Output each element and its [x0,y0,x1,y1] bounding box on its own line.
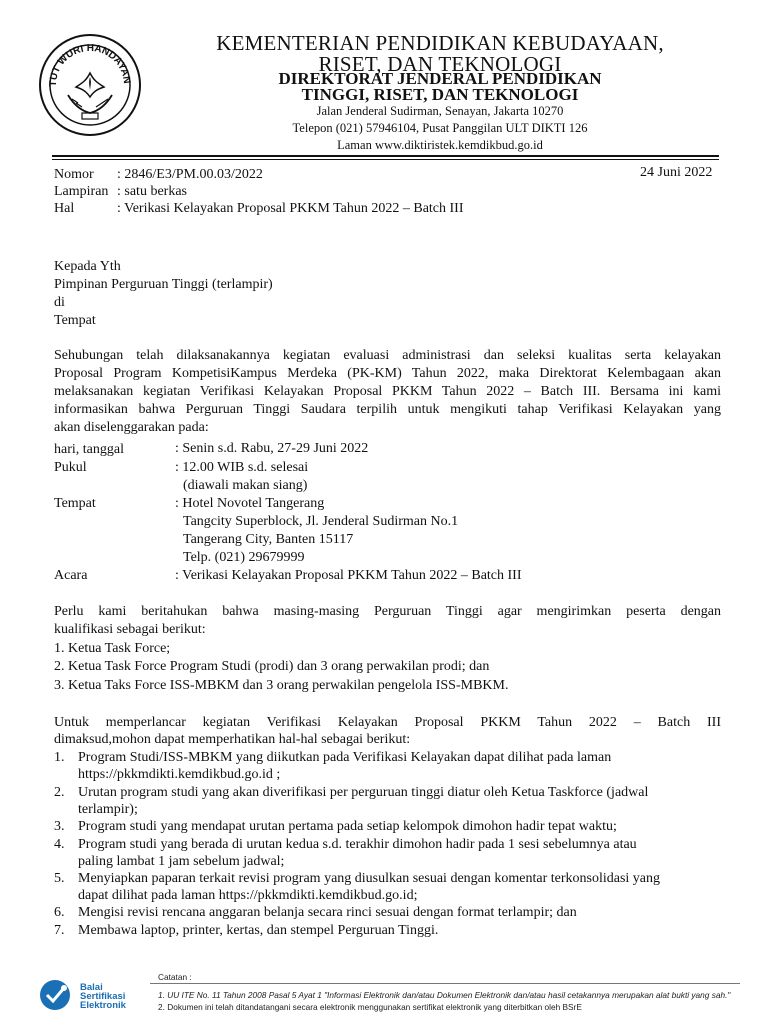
footer-divider [150,983,740,984]
note-item-line1: Membawa laptop, printer, kertas, dan stempel Perguruan Tinggi. [78,923,439,938]
note-number: 7. [54,923,65,938]
participant-item: 3. Ketua Taks Force ISS-MBKM dan 3 orang perwakilan pengelola ISS-MBKM. [54,678,509,693]
note-item-line1: Program Studi/ISS-MBKM yang diikutkan pada Verifikasi Kelayakan dapat dilihat pada laman [78,750,612,765]
note-item-line1: Mengisi revisi rencana anggaran belanja secara rinci sesuai dengan format terlampir; dan [78,905,577,920]
participant-item: 1. Ketua Task Force; [54,641,171,656]
logo-motto: TUT WURI HANDAYAN [47,42,133,87]
footer-note-2: 2. Dokumen ini telah ditandatangani secara elektronik menggunakan sertifikat elektronik yang diterbitkan oleh BSrE [158,1002,582,1012]
header-divider-thin [52,159,719,160]
letter-date: 24 Juni 2022 [640,165,713,180]
schedule-event-value: : Verikasi Kelayakan Proposal PKKM Tahun 2022 – Batch III [175,568,522,583]
recipient-line3: di [54,295,65,310]
address: Jalan Jenderal Sudirman, Senayan, Jakarta 10270 [316,104,564,118]
note-item-line2: paling lambat 1 jam sebelum jadwal; [78,854,285,869]
schedule-event-label: Acara [54,568,88,583]
footer-catatan-label: Catatan : [158,972,192,982]
participant-item: 2. Ketua Task Force Program Studi (prodi) dan 3 orang perwakilan prodi; dan [54,659,490,674]
header-divider [52,155,719,157]
note-number: 2. [54,785,65,800]
ministry-name-line2: RISET, DAN TEKNOLOGI [318,52,562,76]
note-item-line1: Program studi yang mendapat urutan pertama pada setiap kelompok dimohon hadir tepat waktu; [78,819,617,834]
schedule-place-line1: : Hotel Novotel Tangerang [175,496,325,511]
note-item-line1: Urutan program studi yang akan diverifikasi per perguruan tinggi diatur oleh Ketua Taskforce (jadwal [78,785,649,800]
website: Laman www.diktiristek.kemdikbud.go.id [337,138,543,152]
notes-intro-line2: dimaksud,mohon dapat memperhatikan hal-hal sebagai berikut: [54,732,411,747]
intro-paragraph [54,347,721,437]
schedule-day-label: hari, tanggal [54,442,124,457]
note-number: 1. [54,750,65,765]
nomor-value: : 2846/E3/PM.00.03/2022 [117,167,263,182]
note-item-line2: https://pkkmdikti.kemdikbud.go.id ; [78,767,281,782]
note-item-line1: Program studi yang berada di urutan kedua s.d. terakhir dimohon hadir pada 1 sesi sebelumnya atau [78,837,637,852]
participants-intro-line: Perlu kami beritahukan bahwa masing-masing Perguruan Tinggi agar mengirimkan peserta dengan [54,604,721,619]
phone: Telepon (021) 57946104, Pusat Panggilan ULT DIKTI 126 [292,121,588,135]
intro-line: Proposal Program KompetisiKampus Merdeka (PK-KM) Tahun 2022, maka Direktorat Kelembagaan akan [54,366,721,381]
schedule-place-line4: Telp. (021) 29679999 [183,550,305,565]
directorate-name-line2: TINGGI, RISET, DAN TEKNOLOGI [301,85,579,104]
note-item-line2: dapat dilihat pada laman https://pkkmdikti.kemdikbud.go.id; [78,888,418,903]
participants-intro [54,603,721,639]
nomor-label: Nomor [54,167,94,182]
schedule-day-value: : Senin s.d. Rabu, 27-29 Juni 2022 [175,441,369,456]
hal-value: : Verikasi Kelayakan Proposal PKKM Tahun 2022 – Batch III [117,201,464,216]
intro-line: informasikan bahwa Perguruan Tinggi Saudara terpilih untuk mengikuti tahap Verifikasi Kelayakan yang [54,402,721,417]
note-number: 6. [54,905,65,920]
schedule-time-note: (diawali makan siang) [183,478,308,493]
footer-note-1: 1. UU ITE No. 11 Tahun 2008 Pasal 5 Ayat 1 "Informasi Elektronik dan/atau Dokumen Elektronik dan/atau hasil cetakannya merupakan alat bukti yang sah." [158,990,731,1000]
hal-label: Hal [54,201,75,216]
recipient-line1: Kepada Yth [54,259,121,274]
recipient-line2: Pimpinan Perguruan Tinggi (terlampir) [54,277,273,292]
lampiran-label: Lampiran [54,184,109,199]
intro-line: akan diselenggarakan pada: [54,420,209,435]
bsre-label-line3: Elektronik [80,1000,126,1011]
note-number: 3. [54,819,65,834]
participants-intro-line: kualifikasi sebagai berikut: [54,622,206,637]
schedule-time-label: Pukul [54,460,87,475]
note-number: 5. [54,871,65,886]
bsre-logo-icon [38,978,78,1012]
note-number: 4. [54,837,65,852]
bsre-label-line2: Sertifikasi [80,991,126,1002]
svg-text:TUT WURI HANDAYANI [38,33,132,87]
notes-intro-line1: Untuk memperlancar kegiatan Verifikasi Kelayakan Proposal PKKM Tahun 2022 – Batch III [54,715,721,730]
intro-line: melaksanakan kegiatan Verifikasi Kelayakan Proposal PKKM Tahun 2022 – Batch III. Bersama ini kami [54,384,721,399]
recipient-line4: Tempat [54,313,96,328]
note-item-line1: Menyiapkan paparan terkait revisi program yang diusulkan sesuai dengan komentar terkonsolidasi yang [78,871,660,886]
directorate-name-line1: DIREKTORAT JENDERAL PENDIDIKAN [278,69,602,88]
schedule-place-line2: Tangcity Superblock, Jl. Jenderal Sudirman No.1 [183,514,459,529]
note-item-line2: terlampir); [78,802,138,817]
schedule-place-label: Tempat [54,496,96,511]
intro-line: Sehubungan telah dilaksanakannya kegiatan evaluasi administrasi dan seleksi kualitas serta kelayakan [54,348,721,363]
schedule-time-value: : 12.00 WIB s.d. selesai [175,460,309,475]
tut-wuri-handayani-logo [38,33,142,137]
schedule-place-line3: Tangerang City, Banten 15117 [183,532,354,547]
lampiran-value: : satu berkas [117,184,187,199]
ministry-name-line1: KEMENTERIAN PENDIDIKAN KEBUDAYAAN, [216,31,664,55]
bsre-label-line1: Balai [80,982,103,993]
